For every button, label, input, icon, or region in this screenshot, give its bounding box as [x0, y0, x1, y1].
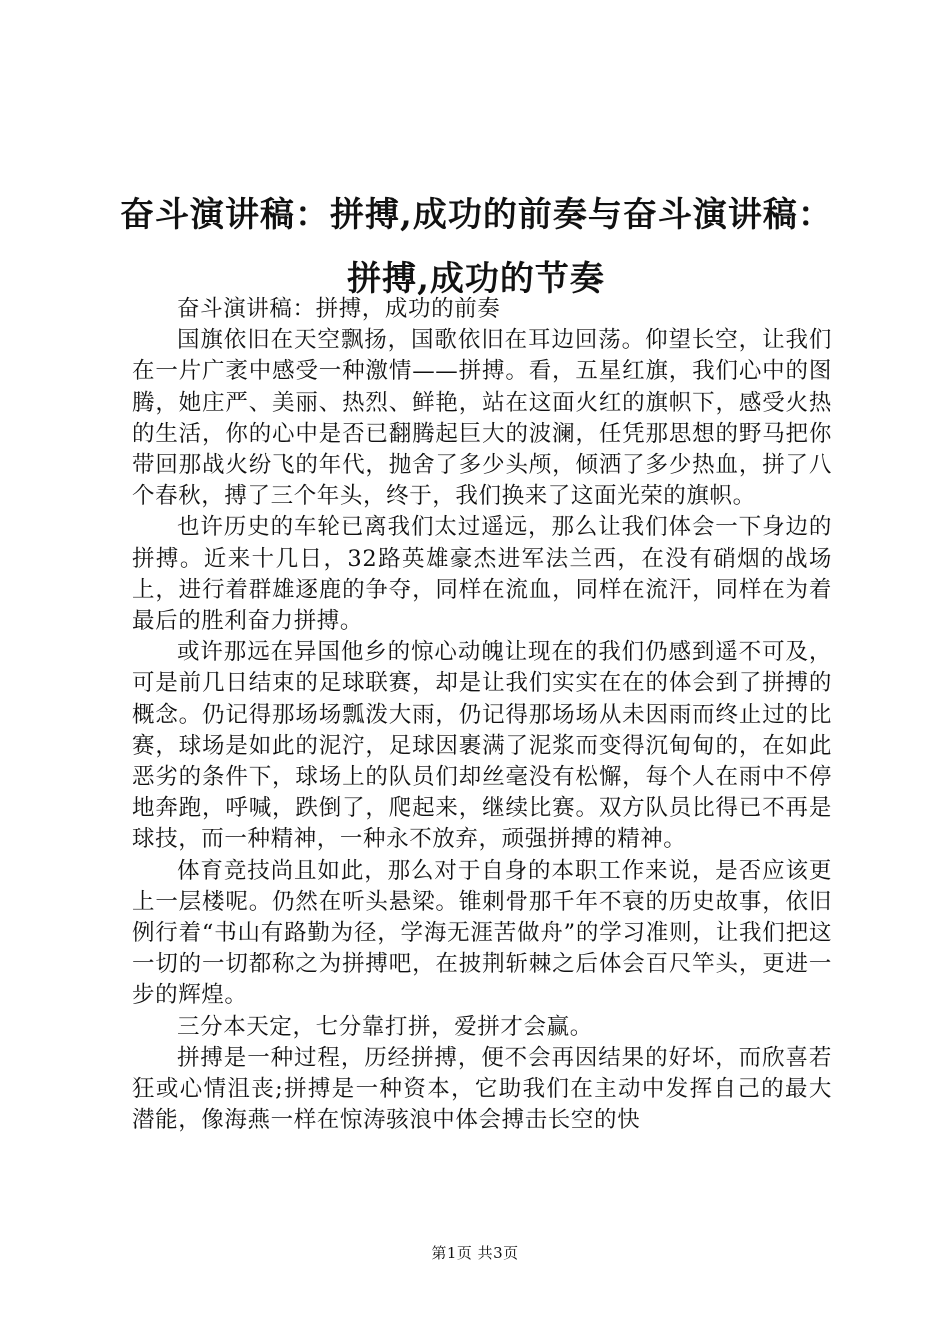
- paragraph: 或许那远在异国他乡的惊心动魄让现在的我们仍感到遥不可及，可是前几日结束的足球联赛，却是让我们实实在在的体会到了拼搏的概念。仍记得那场场瓢泼大雨，仍记得那场场从未因雨而终止过的比赛，球场是如此的泥泞，足球因裹满了泥浆而变得沉甸甸的，在如此恶劣的条件下，球场上的队员们却丝毫没有松懈，每个人在雨中不停地奔跑，呼喊，跌倒了，爬起来，继续比赛。双方队员比得已不再是球技，而一种精神，一种永不放弃，顽强拼搏的精神。: [132, 639, 832, 853]
- paragraph: 拼搏是一种过程，历经拼搏，便不会再因结果的好坏，而欣喜若狂或心情沮丧;拼搏是一种资本，它助我们在主动中发挥自己的最大潜能，像海燕一样在惊涛骇浪中体会搏击长空的快: [132, 1044, 832, 1134]
- page-footer: 第1页 共3页: [431, 1244, 519, 1262]
- title-line-2: 拼搏,成功的节奏: [347, 259, 605, 299]
- document-title: [120, 183, 832, 311]
- paragraph: 国旗依旧在天空飘扬，国歌依旧在耳边回荡。仰望长空，让我们在一片广袤中感受一种激情——拼搏。看，五星红旗，我们心中的图腾，她庄严、美丽、热烈、鲜艳，站在这面火红的旗帜下，感受火热的生活，你的心中是否已翻腾起巨大的波澜，任凭那思想的野马把你带回那战火纷飞的年代，抛舍了多少头颅，倾洒了多少热血，拼了八个春秋，搏了三个年头，终于，我们换来了这面光荣的旗帜。: [132, 327, 832, 510]
- paragraph-subtitle: 奋斗演讲稿：拼搏，成功的前奏: [177, 296, 501, 322]
- title-line-1: 奋斗演讲稿：拼搏,成功的前奏与奋斗演讲稿：: [120, 195, 833, 235]
- paragraph: 体育竞技尚且如此，那么对于自身的本职工作来说，是否应该更上一层楼呢。仍然在听头悬梁。锥刺骨那千年不衰的历史故事，依旧例行着“书山有路勤为径，学海无涯苦做舟”的学习准则，让我们把这一切的一切都称之为拼搏吧，在披荆斩棘之后体会百尺竿头，更进一步的辉煌。: [132, 857, 832, 1009]
- paragraph: 也许历史的车轮已离我们太过遥远，那么让我们体会一下身边的拼搏。近来十几日，32路英雄豪杰进军法兰西，在没有硝烟的战场上，进行着群雄逐鹿的争夺，同样在流血，同样在流汗，同样在为着最后的胜利奋力拼搏。: [132, 514, 832, 635]
- paragraph: 三分本天定，七分靠打拼，爱拼才会赢。: [177, 1013, 593, 1040]
- document-body: [132, 294, 832, 1136]
